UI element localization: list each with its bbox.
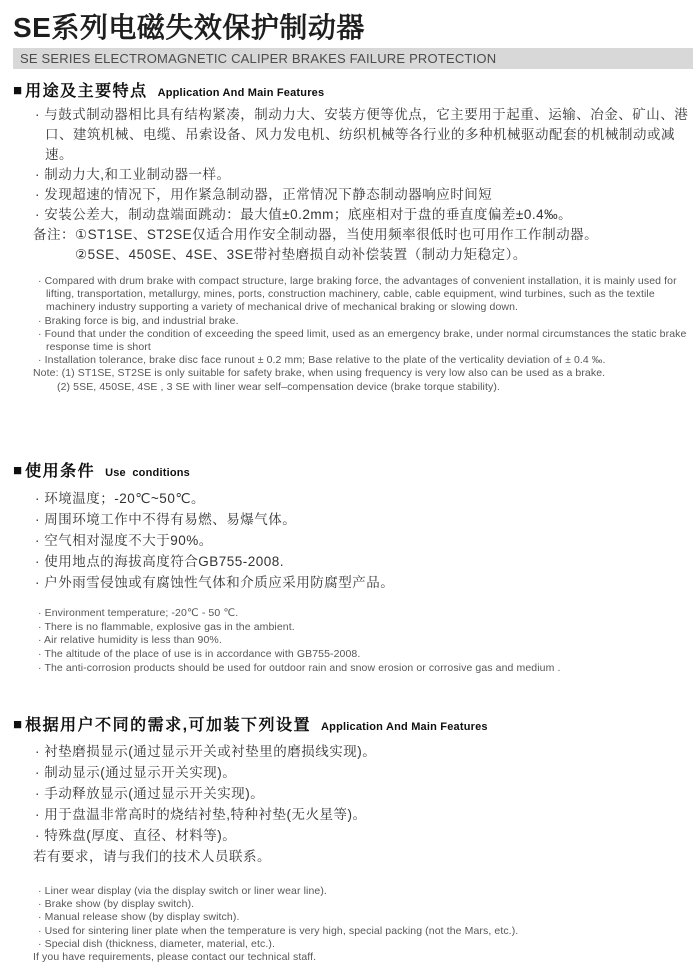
list-item: · 环境温度；-20℃~50℃。 (35, 488, 690, 509)
note-line: ②5SE、450SE、4SE、3SE带衬垫磨损自动补偿装置（制动力矩稳定）。 (75, 247, 527, 262)
english-bullet-list (38, 885, 693, 951)
list-item: · 发现超速的情况下，用作紧急制动器，正常情况下静态制动器响应时间短 (35, 185, 690, 205)
document-page (0, 11, 700, 964)
list-item: · The altitude of the place of use is in accordance with GB755-2008. (38, 648, 693, 662)
list-item: · 衬垫磨损显示(通过显示开关或衬垫里的磨损线实现)。 (35, 741, 690, 762)
chinese-bullet-list (35, 488, 690, 593)
note-line: 若有要求，请与我们的技术人员联系。 (33, 848, 271, 864)
english-note-lines (33, 951, 693, 964)
list-item: · Compared with drum brake with compact structure, large braking force, the advantages of convenient installation, it is mainly used for lifting, transportation, metallurgy, mines, ports, construction machinery, cable, cable equipment, wind turbines, such as the textile machinery industry supporting a variety of mechanical drive of mechanical braking or slowing down. (38, 275, 693, 315)
subtitle-band (13, 48, 693, 69)
list-item: · 与鼓式制动器相比具有结构紧凑，制动力大、安装方便等优点，它主要用于起重、运输、冶金、矿山、港口、建筑机械、电缆、吊索设备、风力发电机、纺织机械等各行业的多种机械驱动配套的机械制动或减速。 (35, 105, 690, 165)
list-item: · Found that under the condition of exceeding the speed limit, used as an emergency brake, under normal circumstances the static brake response time is short (38, 328, 693, 354)
list-item: · There is no flammable, explosive gas in the ambient. (38, 621, 693, 635)
list-item: · 周围环境工作中不得有易燃、易爆气体。 (35, 509, 690, 530)
note-line: (2) 5SE, 450SE, 4SE , 3 SE with liner wear self–compensation device (brake torque stability). (57, 380, 500, 393)
list-item: · 安装公差大，制动盘端面跳动：最大值±0.2mm；底座相对于盘的垂直度偏差±0.4‰。 (35, 205, 690, 225)
list-item: · 制动力大,和工业制动器一样。 (35, 165, 690, 185)
square-marker-icon: ■ (13, 82, 23, 99)
list-item: · 手动释放显示(通过显示开关实现)。 (35, 783, 690, 804)
list-item: · Braking force is big, and industrial brake. (38, 315, 693, 328)
section-title-en: Application And Main Features (157, 87, 325, 99)
section-use-conditions (0, 458, 700, 676)
english-bullet-list (38, 607, 693, 676)
section-header (13, 458, 700, 481)
section-title-cn: 使用条件 (25, 462, 96, 480)
list-item: · Liner wear display (via the display switch or liner wear line). (38, 885, 693, 898)
section-title-cn: 用途及主要特点 (25, 83, 148, 100)
list-item: · Manual release show (by display switch). (38, 911, 693, 924)
list-item: · 特殊盘(厚度、直径、材料等)。 (35, 825, 690, 846)
chinese-bullet-list (35, 741, 690, 846)
list-item: · 用于盘温非常高时的烧结衬垫,特种衬垫(无火星等)。 (35, 804, 690, 825)
list-item: · 空气相对湿度不大于90%。 (35, 530, 690, 551)
list-item: · Special dish (thickness, diameter, material, etc.). (38, 938, 693, 951)
section-title-en: Application And Main Features (321, 720, 488, 733)
english-note-lines (33, 367, 693, 393)
list-item: · Air relative humidity is less than 90%. (38, 634, 693, 648)
square-marker-icon: ■ (13, 715, 23, 733)
section-optional-settings (0, 712, 700, 965)
note-line: If you have requirements, please contact our technical staff. (33, 951, 317, 964)
list-item: · Brake show (by display switch). (38, 898, 693, 911)
chinese-bullet-list (35, 105, 690, 225)
list-item: · The anti-corrosion products should be used for outdoor rain and snow erosion or corrosive gas and medium . (38, 662, 693, 676)
chinese-note-lines (33, 225, 688, 265)
list-item: · 制动显示(通过显示开关实现)。 (35, 762, 690, 783)
english-bullet-list (38, 275, 693, 367)
note-line: 备注：①ST1SE、ST2SE仅适合用作安全制动器，当使用频率很低时也可用作工作制动器。 (33, 227, 599, 242)
page-title: SE系列电磁失效保护制动器 (13, 12, 365, 43)
section-title-cn: 根据用户不同的需求,可加装下列设置 (25, 716, 312, 734)
section-header (13, 78, 700, 101)
note-line: Note: (1) ST1SE, ST2SE is only suitable for safety brake, when using frequency is very low also can be used as a brake. (33, 367, 606, 380)
chinese-note-lines (33, 846, 688, 867)
list-item: · 户外雨雪侵蚀或有腐蚀性气体和介质应采用防腐型产品。 (35, 572, 690, 593)
list-item: · Installation tolerance, brake disc face runout ± 0.2 mm; Base relative to the plate of the verticality deviation of ± 0.4 ‰. (38, 354, 693, 367)
subtitle-text: SE SERIES ELECTROMAGNETIC CALIPER BRAKES FAILURE PROTECTION (20, 51, 497, 66)
list-item: · 使用地点的海拔高度符合GB755-2008. (35, 551, 690, 572)
section-application-and-main-features (0, 78, 700, 394)
section-header (13, 712, 700, 735)
list-item: · Used for sintering liner plate when the temperature is very high, special packing (not the Mars, etc.). (38, 925, 693, 938)
list-item: · Environment temperature; -20℃ - 50 ℃. (38, 607, 693, 621)
section-title-en: Use conditions (105, 466, 190, 479)
square-marker-icon: ■ (13, 461, 23, 479)
